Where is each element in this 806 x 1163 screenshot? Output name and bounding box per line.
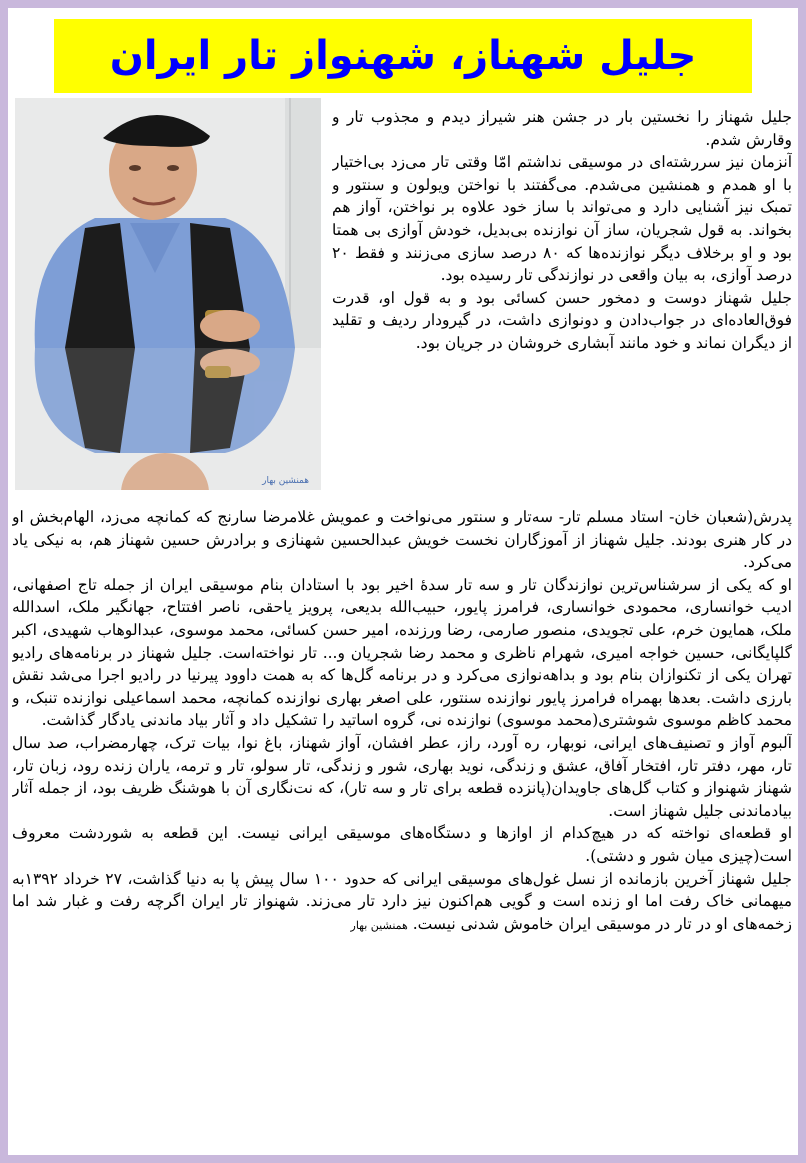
paragraph-text: جلیل شهناز آخرین بازمانده از نسل غول‌های موسیقی ایرانی که حدود ۱۰۰ سال پیش پا به دنیا گذاشت، ۲۷ خرداد ۱۳۹۲به میهمانی خاک رفت اما او زنده است و گویی هم‌اکنون نیز دارد تار می‌زند. شهنواز تار ایران اگرچه رفت و غبار شد اما زخمه‌های او در تار در موسیقی ایران خاموش شدنی نیست. (12, 869, 792, 933)
paragraph: او که یکی از سرشناس‌ترین نوازندگان تار و سه تار سدهٔ اخیر بود با استادان بنام موسیقی ایران از جمله تاج اصفهانی، ادیب خوانساری، محمودی خوانساری، فرامرز پایور، حبیب‌الله بدیعی، پرویز یاحقی، ناصر افتتاح، جهانگیر ملک، اسدالله ملک، همایون خرم، علی تجویدی، منصور صارمی، رضا ورزنده، امیر حسن کسائی، محمد موسوی، عبدالوهاب شهیدی، اکبر گلپایگانی، حسین خواجه امیری، شهرام ناظری و محمد رضا شجریان و... تار نواخته‌است. جلیل شهناز در برنامه‌های رادیو تهران یکی از تکنوازان بنام بود و بداهه‌نوازی می‌کرد و در برنامه گل‌ها که به همت داوود پیرنیا در رادیو اجرا می‌شد نقش بارزی داشت. بعدها بهمراه فرامرز پایور نوازنده سنتور، علی اصغر بهاری نوازنده کمانچه، محمد اسماعیلی نوازنده تنبک، و محمد کاظم موسوی شوشتری(محمد موسوی) نوازنده نی، گروه اساتید را تشکیل داد و آثار بیاد ماندنی یادگار گذاشت. (12, 575, 792, 730)
title-banner (54, 19, 752, 93)
article-column-text (332, 106, 792, 504)
paragraph: پدرش(شعبان خان- استاد مسلم تار- سه‌تار و سنتور می‌نواخت و عمویش غلامرضا سارنج که کمانچه می‌زد، الهام‌بخش او در کار هنری بودند. جلیل شهناز از آموزگاران نخست خویش عبدالحسین شهنازی و برادرش حسین شهناز هم، به نیکی یاد می‌کرد. (12, 508, 792, 572)
portrait-illustration (15, 98, 321, 490)
page-title: جلیل شهناز، شهنواز تار ایران (109, 33, 697, 79)
article-full-text (12, 506, 792, 1146)
signature: همنشین بهار (350, 918, 408, 932)
photo-caption: همنشین بهار (262, 476, 309, 486)
page (8, 8, 798, 1155)
paragraph: آنزمان نیز سررشته‌ای در موسیقی نداشتم امّا وقتی تار می‌زد بی‌اختیار با او همدم و همنشین می‌شدم. می‌گفتند با نواختن ویولون و سنتور و تمبک نیز آشنایی دارد و می‌تواند با ساز خود علاوه بر نواختن، آواز هم بخواند. به قول شجریان، ساز آن نوازنده بی‌بدیل، خودش آوازی بی همتا بود و او برخلاف دیگر نوازنده‌ها که ۸۰ درصد سازی می‌زنند و فقط ۲۰ درصد آوازی، به بیان واقعی در نوازندگی تار رسیده بود. (332, 153, 792, 285)
paragraph: جلیل شهناز را نخستین بار در جشن هنر شیراز دیدم و مجذوب تار و وقارش شدم. (332, 108, 792, 149)
paragraph-last (12, 868, 792, 938)
paragraph: او قطعه‌ای نواخته که در هیچ‌کدام از اوازها و دستگاه‌های موسیقی ایرانی نیست. این قطعه به شوردشت معروف است(چیزی میان شور و دشتی). (12, 824, 792, 865)
portrait-photo (15, 98, 321, 490)
paragraph: آلبوم آواز و تصنیف‌های ایرانی، نوبهار، ره آورد، راز، عطر افشان، آواز شهناز، باغ نوا، بیات ترک، چهارمضراب، صد سال تار، مهر، دفتر تار، افتخار آفاق، عشق و زندگی، نوید بهاری، شور و زندگی، تار سولو، تار و ترمه، یاران زنده رود، زبان تار، شهناز شهنواز و کتاب گل‌های جاویدان(پانزده قطعه برای تار و سه تار)، که نت‌نگاری آن با هوشنگ ظریف بود، از جمله آثار بیادماندنی جلیل شهناز است. (12, 733, 792, 820)
paragraph: جلیل شهناز دوست و دمخور حسن کسائی بود و به قول او، قدرت فوق‌العاده‌ای در جواب‌دادن و دونوازی داشت، در گیرودار ردیف و تقلید از دیگران نماند و خود مانند آبشاری خروشان در جریان بود. (332, 288, 792, 352)
